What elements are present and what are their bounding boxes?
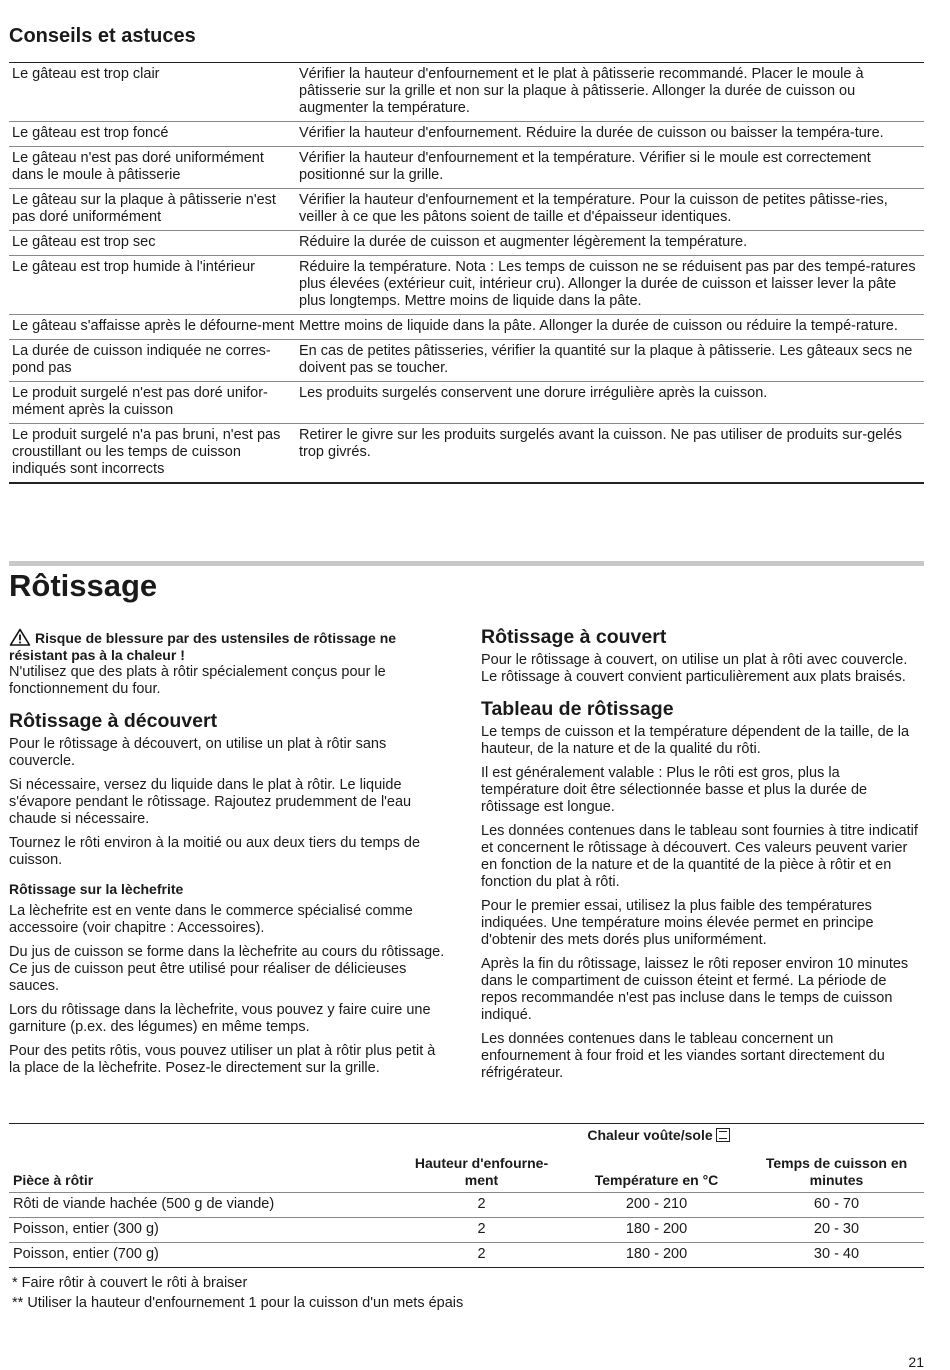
warning-triangle-icon xyxy=(9,628,31,646)
warning-block xyxy=(9,628,449,664)
roast-cell-height: 2 xyxy=(399,1218,564,1243)
footnote: * Faire rôtir à couvert le rôti à braiser xyxy=(12,1275,248,1291)
tip-problem: Le gâteau est trop sec xyxy=(9,231,299,256)
paragraph: Lors du rôtissage dans la lèchefrite, vous pouvez y faire cuire une garniture (p.ex. des légumes) en même temps. xyxy=(9,1002,431,1035)
right-column xyxy=(481,626,921,1089)
roast-cell-piece: Poisson, entier (300 g) xyxy=(9,1218,399,1243)
heading-uncovered: Rôtissage à découvert xyxy=(9,710,218,732)
tip-problem: Le gâteau est trop clair xyxy=(9,63,299,122)
roast-table xyxy=(9,1123,924,1268)
paragraph: Pour le rôtissage à découvert, on utilise un plat à rôtir sans couvercle. xyxy=(9,736,387,769)
tip-remedy: Mettre moins de liquide dans la pâte. Allonger la durée de cuisson ou réduire la tempé-rature. xyxy=(299,315,924,340)
tip-problem: Le produit surgelé n'a pas bruni, n'est pas croustillant ou les temps de cuisson indiqués sont incorrects xyxy=(12,427,281,477)
tip-remedy: Retirer le givre sur les produits surgelés avant la cuisson. Ne pas utiliser de produits sur-gelés trop givrés. xyxy=(299,427,902,460)
paragraph: Les données contenues dans le tableau concernent un enfournement à four froid et les viandes sortant directement du réfrigérateur. xyxy=(481,1031,885,1081)
left-column xyxy=(9,628,449,1084)
tips-row xyxy=(9,63,924,122)
paragraph: Tournez le rôti environ à la moitié ou aux deux tiers du temps de cuisson. xyxy=(9,835,421,868)
tip-problem: La durée de cuisson indiquée ne corres-pond pas xyxy=(9,340,299,382)
col-header-temp: Température en °C xyxy=(564,1149,749,1193)
tip-remedy: En cas de petites pâtisseries, vérifier la quantité sur la plaque à pâtisserie. Les gâteaux secs ne doivent pas se toucher. xyxy=(299,340,924,382)
roast-cell-temp: 180 - 200 xyxy=(564,1218,749,1243)
page-number: 21 xyxy=(908,1354,924,1370)
roast-row xyxy=(9,1218,924,1243)
warning-text: N'utilisez que des plats à rôtir spécialement conçus pour le fonctionnement du four. xyxy=(9,664,386,697)
roast-cell-piece: Rôti de viande hachée (500 g de viande) xyxy=(9,1193,399,1218)
tip-problem: Le gâteau est trop foncé xyxy=(9,122,299,147)
tip-remedy: Vérifier la hauteur d'enfournement et la température. Vérifier si le moule est correctement positionné sur la grille. xyxy=(299,147,924,189)
roast-cell-piece: Poisson, entier (700 g) xyxy=(13,1246,159,1262)
paragraph: Pour le rôtissage à couvert, on utilise un plat à rôti avec couvercle. Le rôtissage à couvert convient particulièrement aux plats braisés. xyxy=(481,652,908,685)
paragraph: Les données contenues dans le tableau sont fournies à titre indicatif et concernent le rôtissage à découvert. Ces valeurs peuvent varier en fonction de la nature et de la quantité de la pièce à rôtir et en fonction du plat à rôti. xyxy=(481,823,918,890)
tip-remedy: Réduire la température. Nota : Les temps de cuisson ne se réduisent pas par des tempé-ratures plus élevées (extérieur cuit, intérieur cru). Allonger la durée de cuisson et laisser lever la pâte plus longtemps. Mettre moins de liquide dans la pâte. xyxy=(299,256,924,315)
tips-row xyxy=(9,315,924,340)
tip-remedy: Vérifier la hauteur d'enfournement. Réduire la durée de cuisson ou baisser la tempéra-ture. xyxy=(299,122,924,147)
heading-covered: Rôtissage à couvert xyxy=(481,626,667,648)
paragraph: Il est généralement valable : Plus le rôti est gros, plus la température doit être sélectionnée basse et plus la durée de rôtissage est longue. xyxy=(481,765,868,815)
paragraph: Après la fin du rôtissage, laissez le rôti reposer environ 10 minutes dans le compartiment de cuisson éteint et fermé. La période de repos recommandée n'est pas incluse dans le temps de cuisson indiqué. xyxy=(481,956,909,1023)
paragraph: La lèchefrite est en vente dans le commerce spécialisé comme accessoire (voir chapitre : Accessoires). xyxy=(9,903,413,936)
tip-remedy: Les produits surgelés conservent une dorure irrégulière après la cuisson. xyxy=(299,382,924,424)
roast-cell-time: 20 - 30 xyxy=(749,1218,924,1243)
paragraph: Le temps de cuisson et la température dépendent de la taille, de la hauteur, de la nature et de la qualité du rôti. xyxy=(481,724,910,757)
section-divider xyxy=(9,561,924,566)
heading-roast-table: Tableau de rôtissage xyxy=(481,698,674,720)
roast-cell-temp: 200 - 210 xyxy=(564,1193,749,1218)
roast-row xyxy=(9,1193,924,1218)
tips-row xyxy=(9,256,924,315)
footnote: ** Utiliser la hauteur d'enfournement 1 pour la cuisson d'un mets épais xyxy=(12,1295,464,1311)
group-header: Chaleur voûte/sole xyxy=(587,1127,713,1143)
tips-table xyxy=(9,62,924,484)
tips-row xyxy=(9,147,924,189)
tips-title: Conseils et astuces xyxy=(9,25,196,47)
warning-heading: Risque de blessure par des ustensiles de rôtissage ne résistant pas à la chaleur ! xyxy=(9,630,397,663)
tip-problem: Le gâteau n'est pas doré uniformément dans le moule à pâtisserie xyxy=(9,147,299,189)
tips-row xyxy=(9,382,924,424)
tips-row xyxy=(9,424,924,484)
tip-problem: Le produit surgelé n'est pas doré unifor-mément après la cuisson xyxy=(9,382,299,424)
top-bottom-heat-icon xyxy=(716,1128,730,1142)
roast-cell-height: 2 xyxy=(477,1246,486,1262)
tip-remedy: Réduire la durée de cuisson et augmenter légèrement la température. xyxy=(299,231,924,256)
tip-remedy: Vérifier la hauteur d'enfournement et le plat à pâtisserie recommandé. Placer le moule à pâtisserie sur la grille et non sur la plaque à pâtisserie. Allonger la durée de cuisson ou augmenter la température. xyxy=(299,63,924,122)
section-title: Rôtissage xyxy=(9,568,158,603)
tip-problem: Le gâteau sur la plaque à pâtisserie n'est pas doré uniformément xyxy=(9,189,299,231)
roast-cell-height: 2 xyxy=(399,1193,564,1218)
tip-problem: Le gâteau s'affaisse après le défourne-ment xyxy=(9,315,299,340)
tips-row xyxy=(9,231,924,256)
roast-cell-time: 30 - 40 xyxy=(813,1246,860,1262)
paragraph: Pour des petits rôtis, vous pouvez utiliser un plat à rôtir plus petit à la place de la lèchefrite. Posez-le directement sur la grille. xyxy=(9,1043,436,1076)
tips-row xyxy=(9,340,924,382)
col-header-piece: Pièce à rôtir xyxy=(9,1149,399,1193)
roast-cell-temp: 180 - 200 xyxy=(625,1246,688,1262)
footnotes xyxy=(12,1273,463,1313)
paragraph: Pour le premier essai, utilisez la plus faible des températures indiquées. Une température moins élevée permet en principe d'obtenir des mets dorés plus uniformément. xyxy=(481,898,874,948)
tips-row xyxy=(9,189,924,231)
col-header-time: Temps de cuisson en minutes xyxy=(749,1149,924,1193)
paragraph: Du jus de cuisson se forme dans la lèchefrite au cours du rôtissage. Ce jus de cuisson peut être utilisé pour réaliser de délicieuses sauces. xyxy=(9,944,445,994)
tips-row xyxy=(9,122,924,147)
heading-drip-tray: Rôtissage sur la lèchefrite xyxy=(9,881,184,897)
roast-row xyxy=(9,1243,924,1268)
tip-remedy: Vérifier la hauteur d'enfournement et la température. Pour la cuisson de petites pâtisse-ries, veiller à ce que les pâtons soient de taille et d'épaisseur identiques. xyxy=(299,189,924,231)
col-header-height: Hauteur d'enfourne-ment xyxy=(399,1149,564,1193)
paragraph: Si nécessaire, versez du liquide dans le plat à rôtir. Le liquide s'évapore pendant le rôtissage. Rajoutez prudemment de l'eau chaude si nécessaire. xyxy=(9,777,412,827)
roast-cell-time: 60 - 70 xyxy=(749,1193,924,1218)
tip-problem: Le gâteau est trop humide à l'intérieur xyxy=(9,256,299,315)
